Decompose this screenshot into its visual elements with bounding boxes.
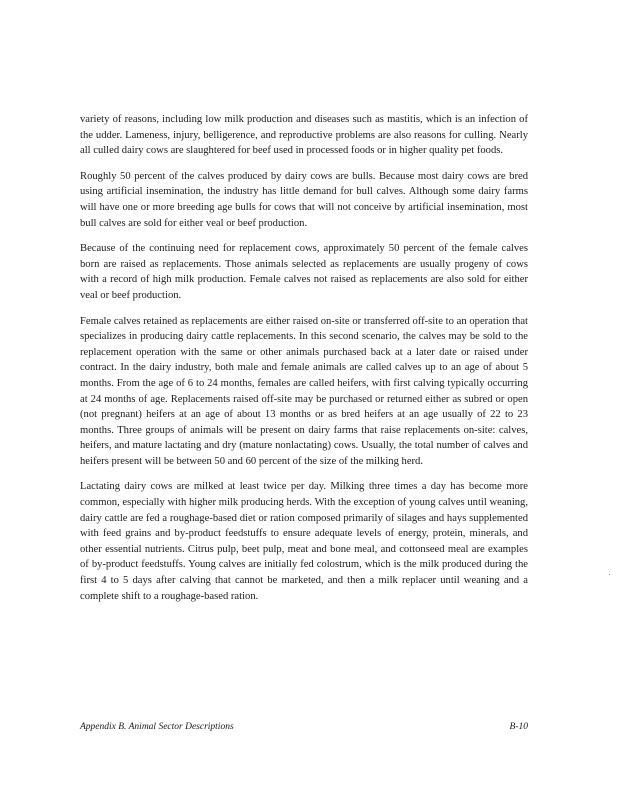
scan-speck [609,574,610,575]
paragraph-milking-feeding: Lactating dairy cows are milked at least twice per day. Milking three times a day has become more common, especially with higher milk producing herds. With the exception of young calves until weaning, dairy cattle are fed a roughage-based diet or ration composed primarily of silages and hays supplemented with feed grains and by-product feedstuffs to ensure adequate levels of energy, protein, minerals, and other essential nutrients. Citrus pulp, beet pulp, meat and bone meal, and cottonseed meal are examples of by-product feedstuffs. Young calves are initially fed colostrum, which is the milk produced during the first 4 to 5 days after calving that cannot be marketed, and then a milk replacer until weaning and a complete shift to a roughage-based ration. [80,481,528,602]
document-body [80,112,528,614]
footer-page-number: B-10 [509,722,528,732]
paragraph-replacement-raising: Female calves retained as replacements are either raised on-site or transferred off-site to an operation that specializes in producing dairy cattle replacements. In this second scenario, the calves may be sold to the replacement operation with the same or other animals purchased back at a later date or raised under contract. In the dairy industry, both male and female animals are called calves up to an age of about 5 months. From the age of 6 to 24 months, females are called heifers, with first calving typically occurring at 24 months of age. Replacements raised off-site may be purchased or returned either as subred or open (not pregnant) heifers at an age of about 13 months or as bred heifers at an age usually of 22 to 23 months. Three groups of animals will be present on dairy farms that raise replacements on-site: calves, heifers, and mature lactating and dry (mature nonlactating) cows. Usually, the total number of calves and heifers present will be between 50 and 60 percent of the size of the milking herd. [80,315,528,467]
paragraph-bull-calves: Roughly 50 percent of the calves produced by dairy cows are bulls. Because most dairy cows are bred using artificial insemination, the industry has little demand for bull calves. Although some dairy farms will have one or more breeding age bulls for cows that will not conceive by artificial insemination, most bull calves are sold for either veal or beef production. [80,170,528,229]
page-footer [80,722,528,732]
paragraph-culling-reasons: variety of reasons, including low milk production and diseases such as mastitis, which is an infection of the udder. Lameness, injury, belligerence, and reproductive problems are also reasons for culling. Nearly all culled dairy cows are slaughtered for beef used in processed foods or in higher quality pet foods. [80,114,528,157]
paragraph-replacement-females: Because of the continuing need for replacement cows, approximately 50 percent of the female calves born are raised as replacements. Those animals selected as replacements are usually progeny of cows with a record of high milk production. Female calves not raised as replacements are also sold for either veal or beef production. [80,243,528,301]
footer-section-title: Appendix B. Animal Sector Descriptions [80,722,234,732]
